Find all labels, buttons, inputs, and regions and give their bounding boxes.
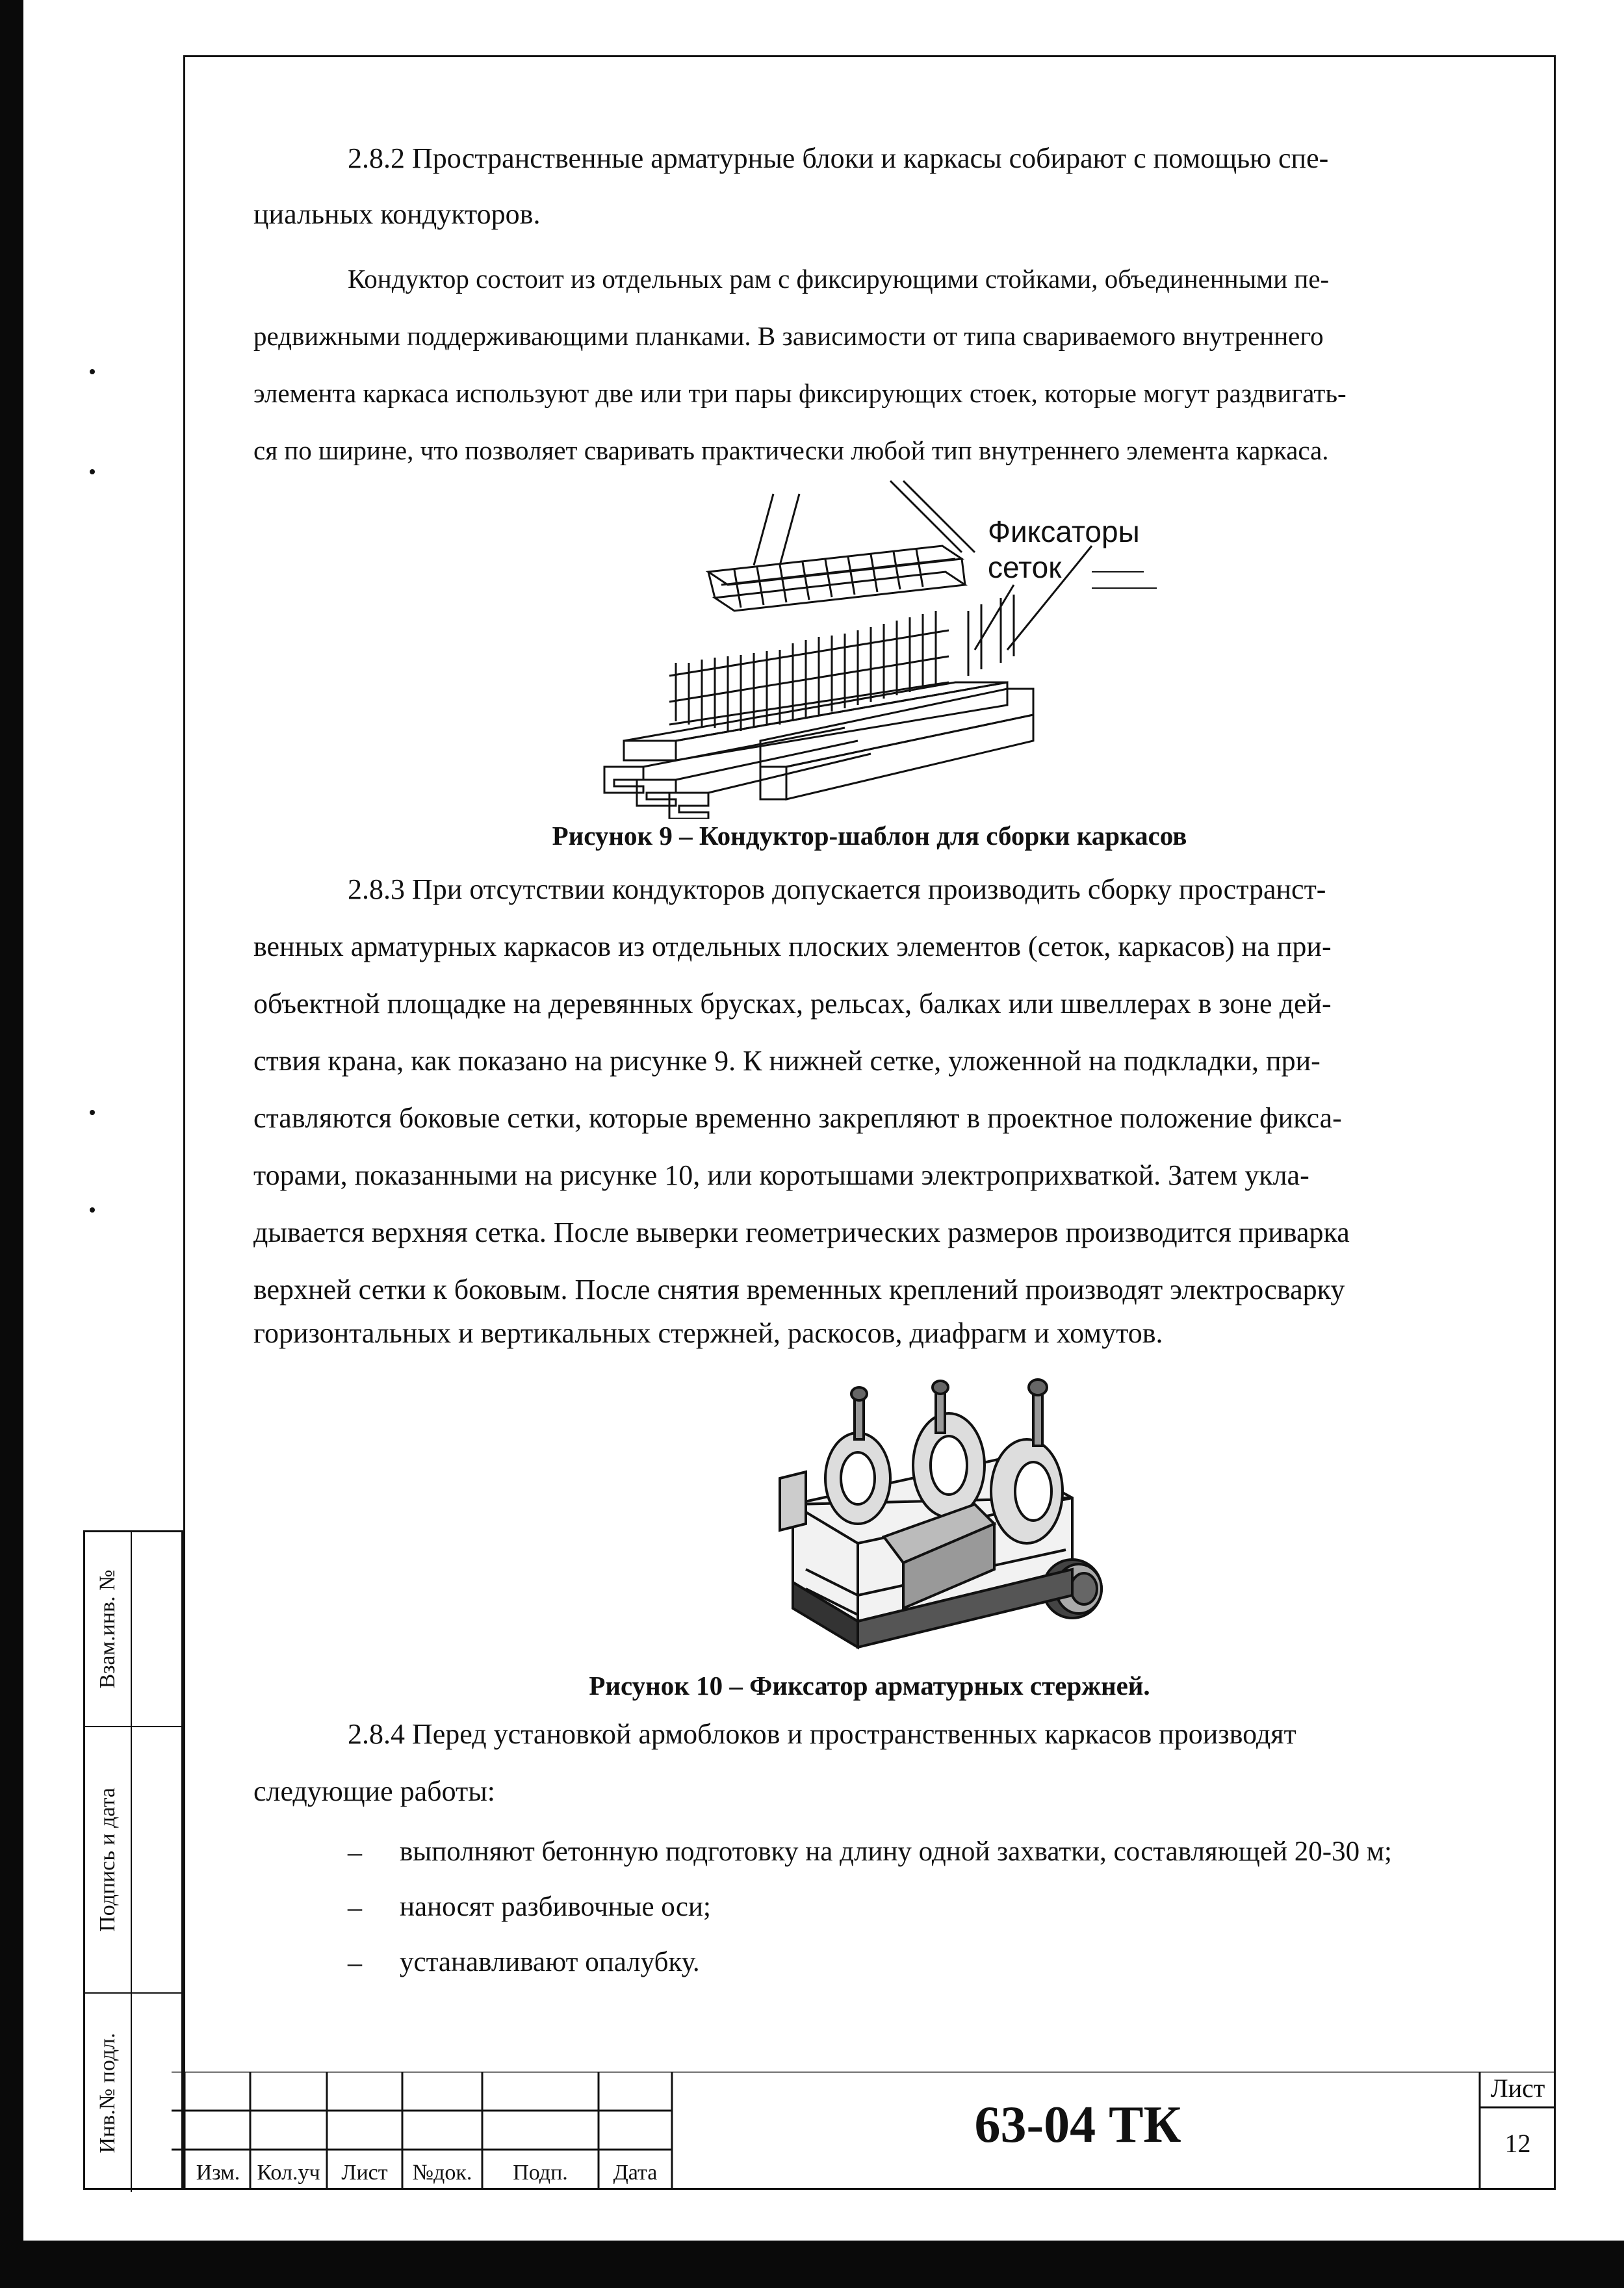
list-dash-1: – bbox=[348, 1836, 362, 1868]
list-item-1: выполняют бетонную подготовку на длину одной захватки, составляющей 20-30 м; bbox=[400, 1836, 1392, 1867]
paragraph-2-8-3-line9: горизонтальных и вертикальных стержней, раскосов, диафрагм и хомутов. bbox=[253, 1317, 1163, 1349]
figure-9-label-line2: сеток bbox=[988, 550, 1062, 584]
title-block-header-izm: Изм. bbox=[196, 2161, 240, 2185]
sheet-label: Лист bbox=[1490, 2074, 1545, 2103]
paragraph-2-8-3-line1: 2.8.3 При отсутствии кондукторов допускается производить сборку пространст- bbox=[348, 873, 1326, 905]
paragraph-conductor-line2: редвижными поддерживающими планками. В зависимости от типа свариваемого внутреннего bbox=[253, 321, 1324, 351]
list-dash-2: – bbox=[348, 1892, 362, 1923]
paragraph-2-8-3-line7: дывается верхняя сетка. После выверки геометрических размеров производится приварка bbox=[253, 1216, 1350, 1248]
list-item-3: устанавливают опалубку. bbox=[400, 1947, 700, 1977]
paragraph-2-8-2-line2: циальных кондукторов. bbox=[253, 198, 541, 230]
paragraph-conductor-line3: элемента каркаса используют две или три пары фиксирующих стоек, которые могут раздвигать- bbox=[253, 378, 1347, 408]
scan-border-bottom bbox=[0, 2241, 1624, 2288]
document-code: 63-04 ТК bbox=[974, 2096, 1181, 2153]
title-block-header-kol: Кол.уч bbox=[257, 2161, 320, 2185]
list-dash-3: – bbox=[348, 1947, 362, 1979]
paragraph-2-8-2-line1: 2.8.2 Пространственные арматурные блоки и каркасы собирают с помощью спе- bbox=[348, 142, 1329, 174]
paragraph-2-8-3-line5: ставляются боковые сетки, которые временно закрепляют в проектное положение фикса- bbox=[253, 1102, 1342, 1134]
title-block-header-podp: Подп. bbox=[513, 2161, 568, 2185]
figure-9-label-line1: Фиксаторы bbox=[988, 515, 1140, 548]
scan-border-left bbox=[0, 0, 23, 2288]
side-cell-signature-label: Подпись и дата bbox=[96, 1788, 120, 1932]
scan-mark bbox=[90, 1207, 95, 1213]
paragraph-2-8-3-line3: объектной площадке на деревянных брусках, рельсах, балках или швеллерах в зоне дей- bbox=[253, 988, 1332, 1020]
figure-10-rod-fixator bbox=[767, 1374, 1118, 1660]
side-cell-replacement-label: Взам.инв. № bbox=[96, 1569, 120, 1689]
title-block-header-data: Дата bbox=[613, 2161, 658, 2185]
scan-mark bbox=[90, 1110, 95, 1115]
title-block-header-list: Лист bbox=[341, 2161, 388, 2185]
paragraph-2-8-4-line1: 2.8.4 Перед установкой армоблоков и пространственных каркасов производят bbox=[348, 1718, 1296, 1750]
paragraph-2-8-3-line2: венных арматурных каркасов из отдельных плоских элементов (сеток, каркасов) на при- bbox=[253, 931, 1332, 962]
sheet-number: 12 bbox=[1504, 2129, 1531, 2158]
scan-mark bbox=[90, 469, 95, 474]
list-item-2: наносят разбивочные оси; bbox=[400, 1892, 711, 1922]
title-block-header-ndok: №док. bbox=[412, 2161, 472, 2185]
paragraph-2-8-3-line4: ствия крана, как показано на рисунке 9. К нижней сетке, уложенной на подкладки, при- bbox=[253, 1045, 1321, 1077]
paragraph-conductor-line4: ся по ширине, что позволяет сваривать практически любой тип внутреннего элемента каркаса. bbox=[253, 435, 1329, 465]
side-cell-replacement bbox=[85, 1532, 181, 1727]
paragraph-2-8-4-line2: следующие работы: bbox=[253, 1775, 496, 1807]
paragraph-2-8-3-line6: торами, показанными на рисунке 10, или коротышами электроприхваткой. Затем укла- bbox=[253, 1159, 1309, 1191]
side-cell-signature bbox=[85, 1727, 181, 1994]
side-cell-inventory-label: Инв.№ подл. bbox=[96, 2032, 120, 2153]
side-cell-inventory bbox=[85, 1994, 181, 2192]
paragraph-conductor-line1: Кондуктор состоит из отдельных рам с фиксирующими стойками, объединенными пе- bbox=[348, 264, 1330, 294]
figure-10-caption: Рисунок 10 – Фиксатор арматурных стержней. bbox=[589, 1671, 1150, 1701]
figure-9-caption: Рисунок 9 – Кондуктор-шаблон для сборки каркасов bbox=[552, 821, 1187, 851]
scan-mark bbox=[90, 369, 95, 374]
side-stamp bbox=[83, 1530, 183, 2190]
paragraph-2-8-3-line8: верхней сетки к боковым. После снятия временных креплений производят электросварку bbox=[253, 1274, 1345, 1305]
